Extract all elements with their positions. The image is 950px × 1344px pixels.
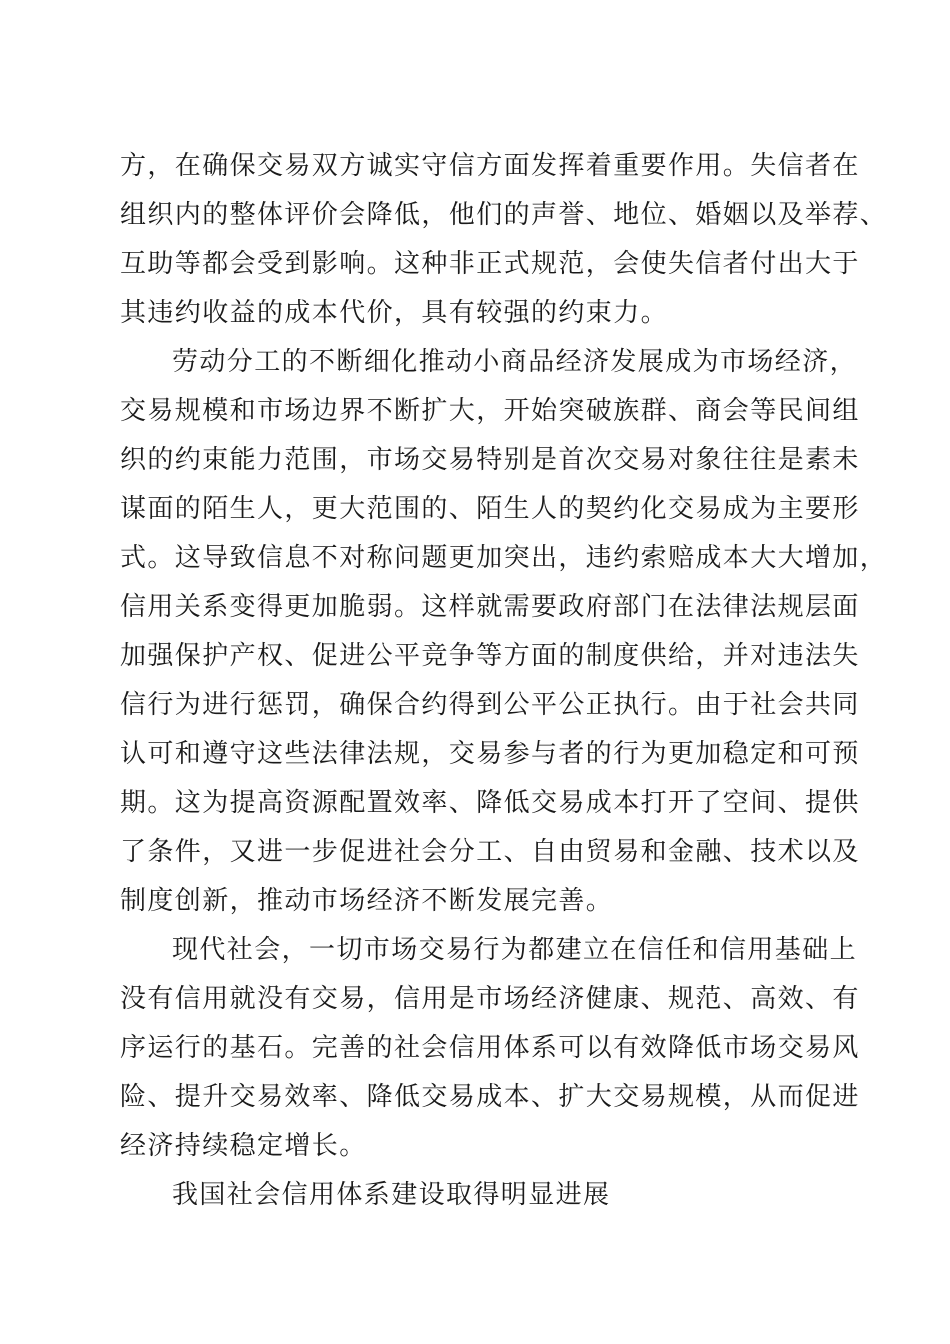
body-text <box>120 142 888 1220</box>
text-line: 经济持续稳定增长。 <box>120 1131 367 1161</box>
text-line: 式。这导致信息不对称问题更加突出，违约索赔成本大大增加， <box>120 543 888 573</box>
text-line: 信用关系变得更加脆弱。这样就需要政府部门在法律法规层面 <box>120 592 860 622</box>
text-line: 险、提升交易效率、降低交易成本、扩大交易规模，从而促进 <box>120 1082 860 1112</box>
text-line: 现代社会，一切市场交易行为都建立在信任和信用基础上 <box>172 935 858 965</box>
text-line: 其违约收益的成本代价，具有较强的约束力。 <box>120 298 669 328</box>
text-line: 劳动分工的不断细化推动小商品经济发展成为市场经济， <box>172 347 858 377</box>
text-line: 序运行的基石。完善的社会信用体系可以有效降低市场交易风 <box>120 1033 860 1063</box>
text-line: 期。这为提高资源配置效率、降低交易成本打开了空间、提供 <box>120 788 860 818</box>
text-line: 组织内的整体评价会降低，他们的声誉、地位、婚姻以及举荐、 <box>120 200 888 230</box>
text-line: 互助等都会受到影响。这种非正式规范，会使失信者付出大于 <box>120 249 860 279</box>
text-line: 方，在确保交易双方诚实守信方面发挥着重要作用。失信者在 <box>120 151 860 181</box>
text-line: 加强保护产权、促进公平竞争等方面的制度供给，并对违法失 <box>120 641 860 671</box>
text-line: 制度创新，推动市场经济不断发展完善。 <box>120 886 614 916</box>
text-line: 谋面的陌生人，更大范围的、陌生人的契约化交易成为主要形 <box>120 494 860 524</box>
text-line: 认可和遵守这些法律法规，交易参与者的行为更加稳定和可预 <box>120 739 860 769</box>
text-line: 没有信用就没有交易，信用是市场经济健康、规范、高效、有 <box>120 984 860 1014</box>
text-line: 了条件，又进一步促进社会分工、自由贸易和金融、技术以及 <box>120 837 860 867</box>
text-line: 信行为进行惩罚，确保合约得到公平公正执行。由于社会共同 <box>120 690 860 720</box>
section-heading: 我国社会信用体系建设取得明显进展 <box>172 1180 611 1210</box>
text-line: 交易规模和市场边界不断扩大，开始突破族群、商会等民间组 <box>120 396 860 426</box>
text-line: 织的约束能力范围，市场交易特别是首次交易对象往往是素未 <box>120 445 860 475</box>
